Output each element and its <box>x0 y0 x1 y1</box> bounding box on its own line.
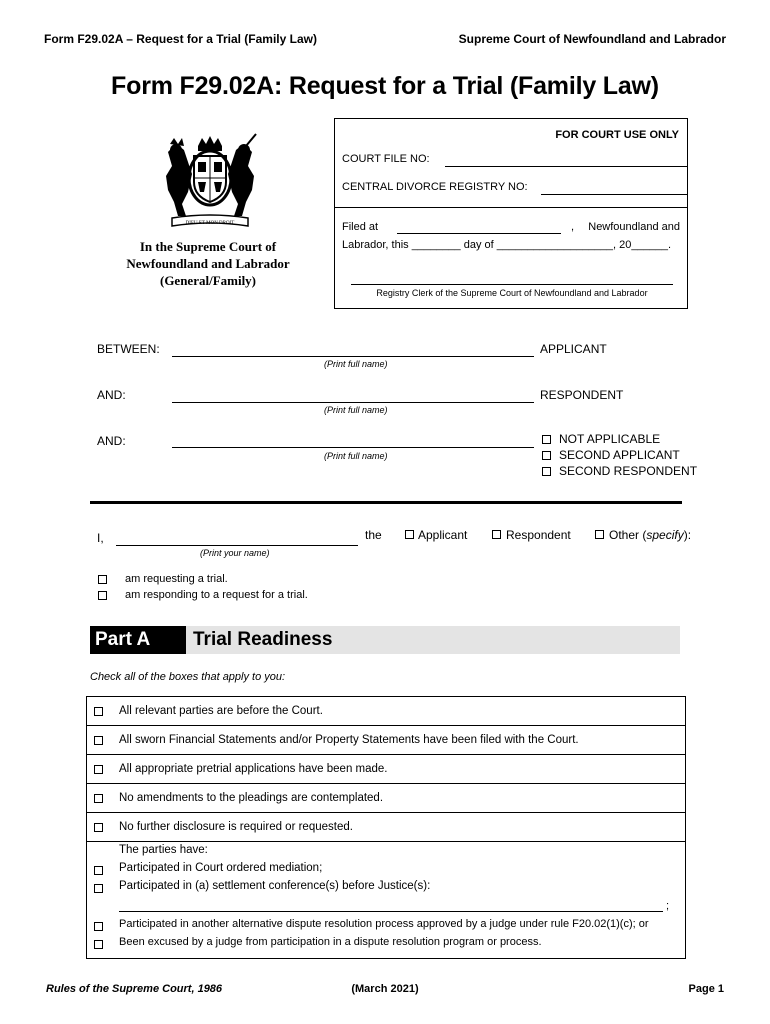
table-row <box>87 726 685 755</box>
applicant-option-label: Applicant <box>418 528 468 542</box>
readiness-checkbox[interactable] <box>94 736 103 745</box>
your-name-field[interactable] <box>116 545 358 546</box>
readiness-item: All appropriate pretrial applications have been made. <box>119 763 388 775</box>
footer-rules: Rules of the Supreme Court, 1986 <box>46 983 223 995</box>
footer-date: (March 2021) <box>351 983 419 995</box>
readiness-item: All sworn Financial Statements and/or Property Statements have been filed with the Court. <box>119 734 579 746</box>
royal-coat-of-arms-icon <box>158 132 262 230</box>
clerk-signature-line[interactable] <box>351 284 673 285</box>
readiness-checkbox[interactable] <box>94 794 103 803</box>
court-use-box: FOR COURT USE ONLY COURT FILE NO: CENTRAL DIVORCE REGISTRY NO: Filed at , Newfoundland and Labrador, this ________ day of ___________________, 20______. Registry Clerk of the Supreme Court of Newfoundland and Labrador <box>334 118 688 309</box>
respondent-name-field[interactable] <box>172 402 534 403</box>
justices-field[interactable] <box>119 911 663 912</box>
header-court-name: Supreme Court of Newfoundland and Labrador <box>458 32 726 46</box>
second-respondent-label: SECOND RESPONDENT <box>559 464 698 478</box>
respondent-label: RESPONDENT <box>540 388 624 402</box>
print-your-name-note: (Print your name) <box>200 548 270 558</box>
court-file-field[interactable] <box>445 166 687 167</box>
court-name: In the Supreme Court of Newfoundland and Labrador (General/Family) <box>126 239 290 288</box>
part-a-instruction: Check all of the boxes that apply to you: <box>90 671 286 683</box>
i-label: I, <box>97 531 104 545</box>
requesting-trial-checkbox[interactable] <box>98 575 107 584</box>
excused-item: Been excused by a judge from participation in a dispute resolution program or process. <box>119 936 542 948</box>
responding-trial-checkbox[interactable] <box>98 591 107 600</box>
readiness-checkbox[interactable] <box>94 823 103 832</box>
second-applicant-checkbox[interactable] <box>542 451 551 460</box>
not-applicable-label: NOT APPLICABLE <box>559 432 661 446</box>
table-row <box>87 842 685 958</box>
footer-page-number: Page 1 <box>688 983 724 995</box>
responding-trial-label: am responding to a request for a trial. <box>125 589 308 601</box>
part-a-label: Part A <box>90 626 186 654</box>
table-row <box>87 784 685 813</box>
other-checkbox[interactable] <box>595 530 604 539</box>
parties-have-label: The parties have: <box>119 844 208 856</box>
readiness-checkbox[interactable] <box>94 707 103 716</box>
print-full-name-note: (Print full name) <box>324 451 388 461</box>
and-label: AND: <box>97 434 126 448</box>
other-option-label: Other (specify): <box>609 528 692 542</box>
settlement-conference-checkbox[interactable] <box>94 884 103 893</box>
readiness-item: All relevant parties are before the Court. <box>119 705 323 717</box>
section-divider <box>90 501 682 504</box>
readiness-item: No amendments to the pleadings are contemplated. <box>119 792 384 804</box>
crest-motto: DIEU ET MON DROIT <box>185 221 235 226</box>
and-label: AND: <box>97 388 126 402</box>
court-file-label: COURT FILE NO: <box>342 153 430 165</box>
clerk-label: Registry Clerk of the Supreme Court of Newfoundland and Labrador <box>376 288 648 298</box>
mediation-checkbox[interactable] <box>94 866 103 875</box>
second-respondent-checkbox[interactable] <box>542 467 551 476</box>
not-applicable-checkbox[interactable] <box>542 435 551 444</box>
semicolon: ; <box>666 900 670 912</box>
print-full-name-note: (Print full name) <box>324 405 388 415</box>
part-a-title: Trial Readiness <box>193 629 333 650</box>
table-row <box>87 813 685 842</box>
respondent-option-label: Respondent <box>506 528 571 542</box>
page-title: Form F29.02A: Request for a Trial (Family Law) <box>111 72 659 100</box>
requesting-trial-label: am requesting a trial. <box>125 573 228 585</box>
adr-process-item: Participated in another alternative dispute resolution process approved by a judge under rule F20.02(1)(c); or <box>119 918 649 930</box>
respondent-checkbox[interactable] <box>492 530 501 539</box>
table-row <box>87 697 685 726</box>
registry-field[interactable] <box>541 194 687 195</box>
mediation-item: Participated in Court ordered mediation; <box>119 862 323 874</box>
settlement-conference-item: Participated in (a) settlement conference(s) before Justice(s): <box>119 880 431 892</box>
filed-place: Newfoundland and <box>588 221 680 233</box>
trial-readiness-table <box>86 696 686 959</box>
print-full-name-note: (Print full name) <box>324 359 388 369</box>
second-applicant-label: SECOND APPLICANT <box>559 448 680 462</box>
court-use-heading: FOR COURT USE ONLY <box>555 129 679 141</box>
readiness-item: No further disclosure is required or requested. <box>119 821 353 833</box>
third-party-name-field[interactable] <box>172 447 534 448</box>
filed-at-label: Filed at <box>342 221 379 233</box>
header-form-name: Form F29.02A – Request for a Trial (Family Law) <box>44 32 317 46</box>
filed-at-field[interactable] <box>397 233 561 234</box>
applicant-checkbox[interactable] <box>405 530 414 539</box>
excused-checkbox[interactable] <box>94 940 103 949</box>
readiness-checkbox[interactable] <box>94 765 103 774</box>
the-label: the <box>365 528 382 542</box>
registry-label: CENTRAL DIVORCE REGISTRY NO: <box>342 181 528 193</box>
between-label: BETWEEN: <box>97 342 160 356</box>
filed-date-line: Labrador, this ________ day of ___________________, 20______. <box>342 239 672 251</box>
applicant-label: APPLICANT <box>540 342 607 356</box>
table-row <box>87 755 685 784</box>
adr-process-checkbox[interactable] <box>94 922 103 931</box>
applicant-name-field[interactable] <box>172 356 534 357</box>
